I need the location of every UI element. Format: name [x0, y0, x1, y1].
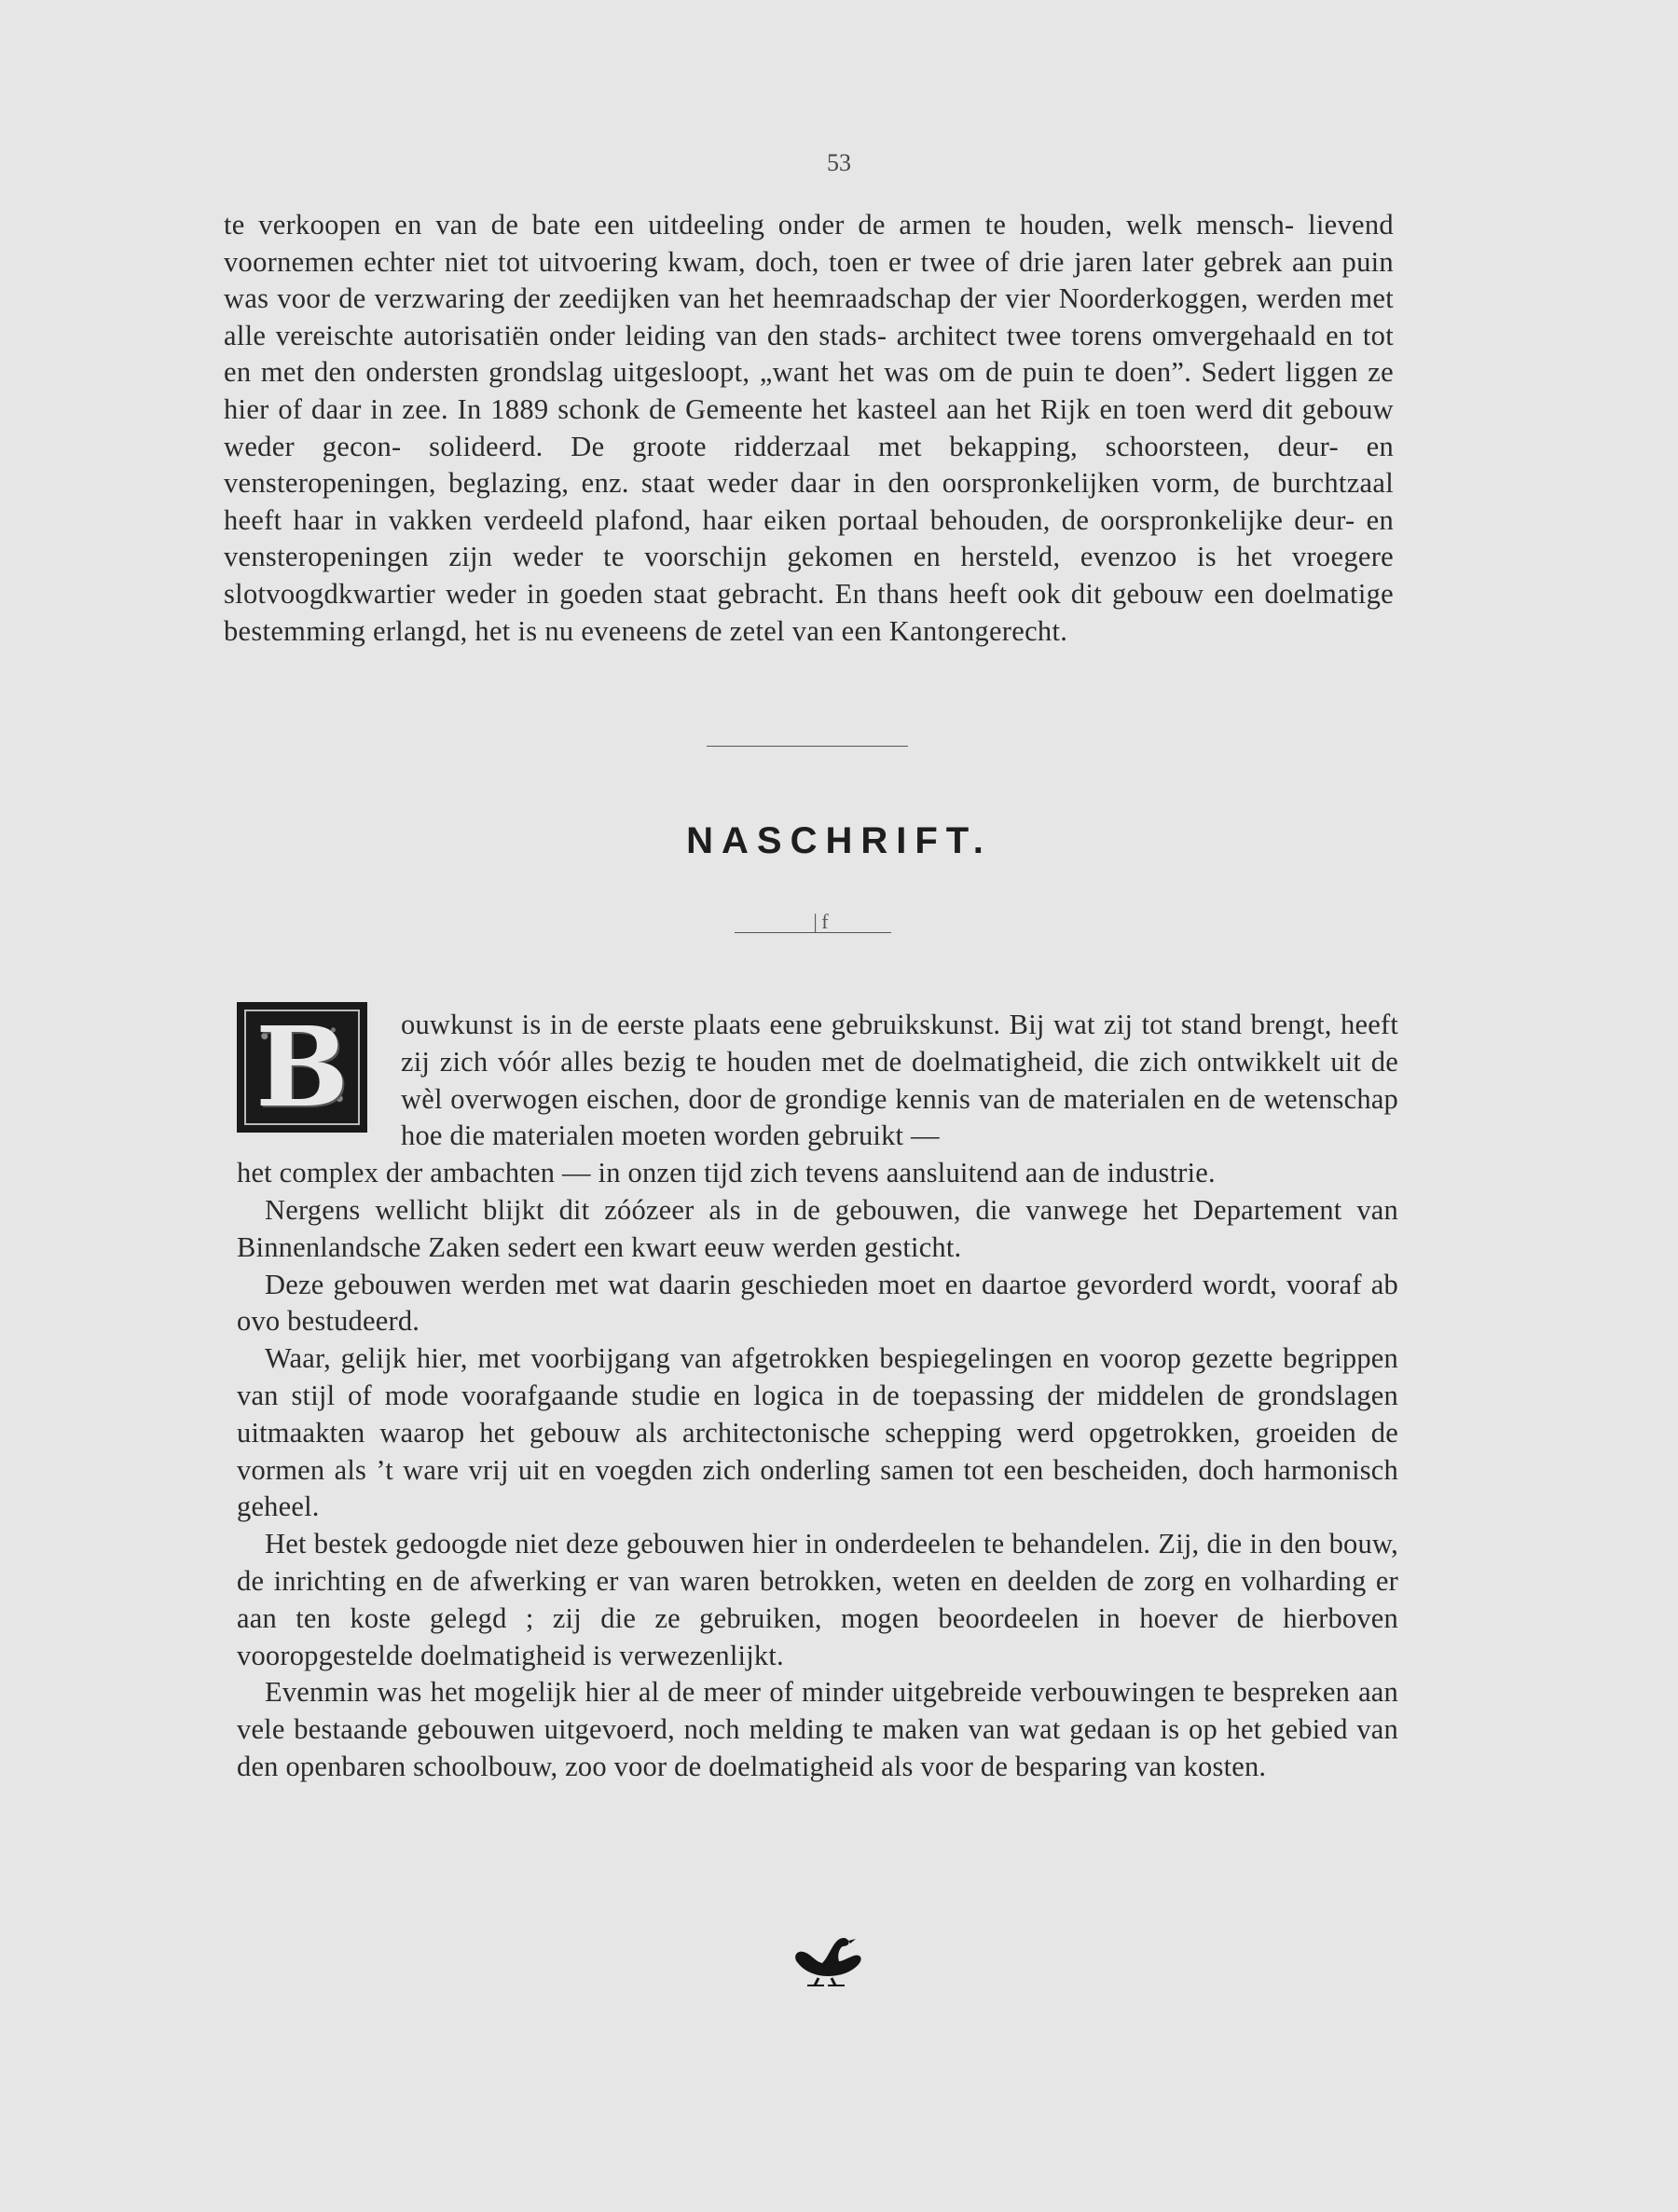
text-line: later gebrek aan puin was voor de verzwaring der zeedijken van het heemraadschap der	[224, 245, 1394, 315]
text-line: heeft zij zich vóór alles bezig te houden met de doelmatigheid, die zich	[401, 1009, 1399, 1078]
paragraph: Evenmin was het mogelijk hier al de meer of minder uitgebreide verbouwingen te bespreken aan vele bestaande gebouwen uitgevoerd, noch melding te maken van wat gedaan is op het gebied van den openbaren schoolbouw, zoo voor de doelmatigheid als voor de besparing van kosten.	[237, 1676, 1398, 1782]
paragraph: Nergens wellicht blijkt dit zóózeer als in de gebouwen, die vanwege het Departement van Binnenlandsche Zaken sedert een kwart eeuw werden gesticht.	[237, 1193, 1398, 1263]
text-line: doelmatige bestemming erlangd, het is nu eveneens de zetel van een Kantongerecht.	[224, 577, 1394, 647]
divider-mark: | f	[809, 910, 829, 933]
text-line: slotvoogdkwartier weder in goeden staat gebracht. En thans heeft ook dit gebouw een	[224, 577, 1255, 610]
text-line: beglazing, enz. staat weder daar in den oorspronkelijken vorm, de burchtzaal heeft haar	[224, 467, 1394, 536]
text-line: vensteropeningen zijn weder te voorschijn gekomen en hersteld, evenzoo is het vroegere	[224, 541, 1394, 573]
section-heading: NASCHRIFT.	[686, 820, 992, 861]
paragraph: Deze gebouwen werden met wat daarin geschieden moet en daartoe gevorderd wordt, vooraf ab ovo bestudeerd.	[237, 1268, 1398, 1338]
text-line: in vakken verdeeld plafond, haar eiken portaal behouden, de oorspronkelijke deur- en	[354, 503, 1394, 536]
initial-letter: B	[255, 1002, 349, 1132]
page-number: 53	[827, 149, 851, 176]
text-line: vier Noorderkoggen, werden met alle vereischte autorisatiën onder leiding van den stads-	[224, 282, 1394, 351]
text-line: „want het was om de puin te doen”. Sedert liggen ze hier of daar in zee. In 1889	[224, 356, 1394, 425]
section-divider	[707, 746, 908, 747]
text-line: ontwikkelt uit de wèl overwogen eischen, door de grondige kennis van de	[401, 1045, 1398, 1115]
continued-paragraph	[224, 207, 1394, 650]
text-line: materialen en de wetenschap hoe die materialen moeten worden gebruikt —	[401, 1082, 1399, 1152]
swan-icon	[791, 1930, 865, 1989]
text-line: schonk de Gemeente het kasteel aan het Rijk en toen werd dit gebouw weder gecon-	[224, 392, 1394, 462]
text-line: solideerd. De groote ridderzaal met bekapping, schoorsteen, deur- en vensteropeningen,	[224, 430, 1394, 500]
text-line: het complex der ambachten — in onzen tijd zich tevens aansluitend aan de industrie.	[237, 1157, 1216, 1189]
naschrift-body	[237, 1002, 1399, 1786]
paragraph: Het bestek gedoogde niet deze gebouwen hier in onderdeelen te behandelen. Zij, die in den bouw, de inrichting en de afwerking er van waren betrokken, weten en deelden de zorg en volharding er aan ten koste gelegd ; zij die ze gebruiken, mogen beoordeelen in hoever de hierboven vooropgestelde doelmatigheid is verwezenlijkt.	[237, 1528, 1398, 1671]
text-line: te verkoopen en van de bate een uitdeeling onder de armen te houden, welk mensch-	[224, 209, 1295, 240]
text-line: lievend voornemen echter niet tot uitvoering kwam, doch, toen er twee of drie jaren	[224, 209, 1394, 278]
first-paragraph-lead	[237, 1002, 1399, 1155]
text-line: architect twee torens omvergehaald en tot en met den ondersten grondslag uitgesloopt,	[224, 319, 1394, 389]
paragraph: Waar, gelijk hier, met voorbijgang van afgetrokken bespiegelingen en voorop gezette begrippen van stijl of mode voorafgaande studie en logica in de toepassing der middelen de grondslagen uitmaakten waarop het gebouw als architectonische schepping werd opgetrokken, groeiden de vormen als ’t ware vrij uit en voegden zich onderling samen tot een bescheiden, doch harmonisch geheel.	[237, 1342, 1398, 1523]
text-line: ouwkunst is in de eerste plaats eene gebruikskunst. Bij wat zij tot stand brengt,	[401, 1009, 1332, 1040]
